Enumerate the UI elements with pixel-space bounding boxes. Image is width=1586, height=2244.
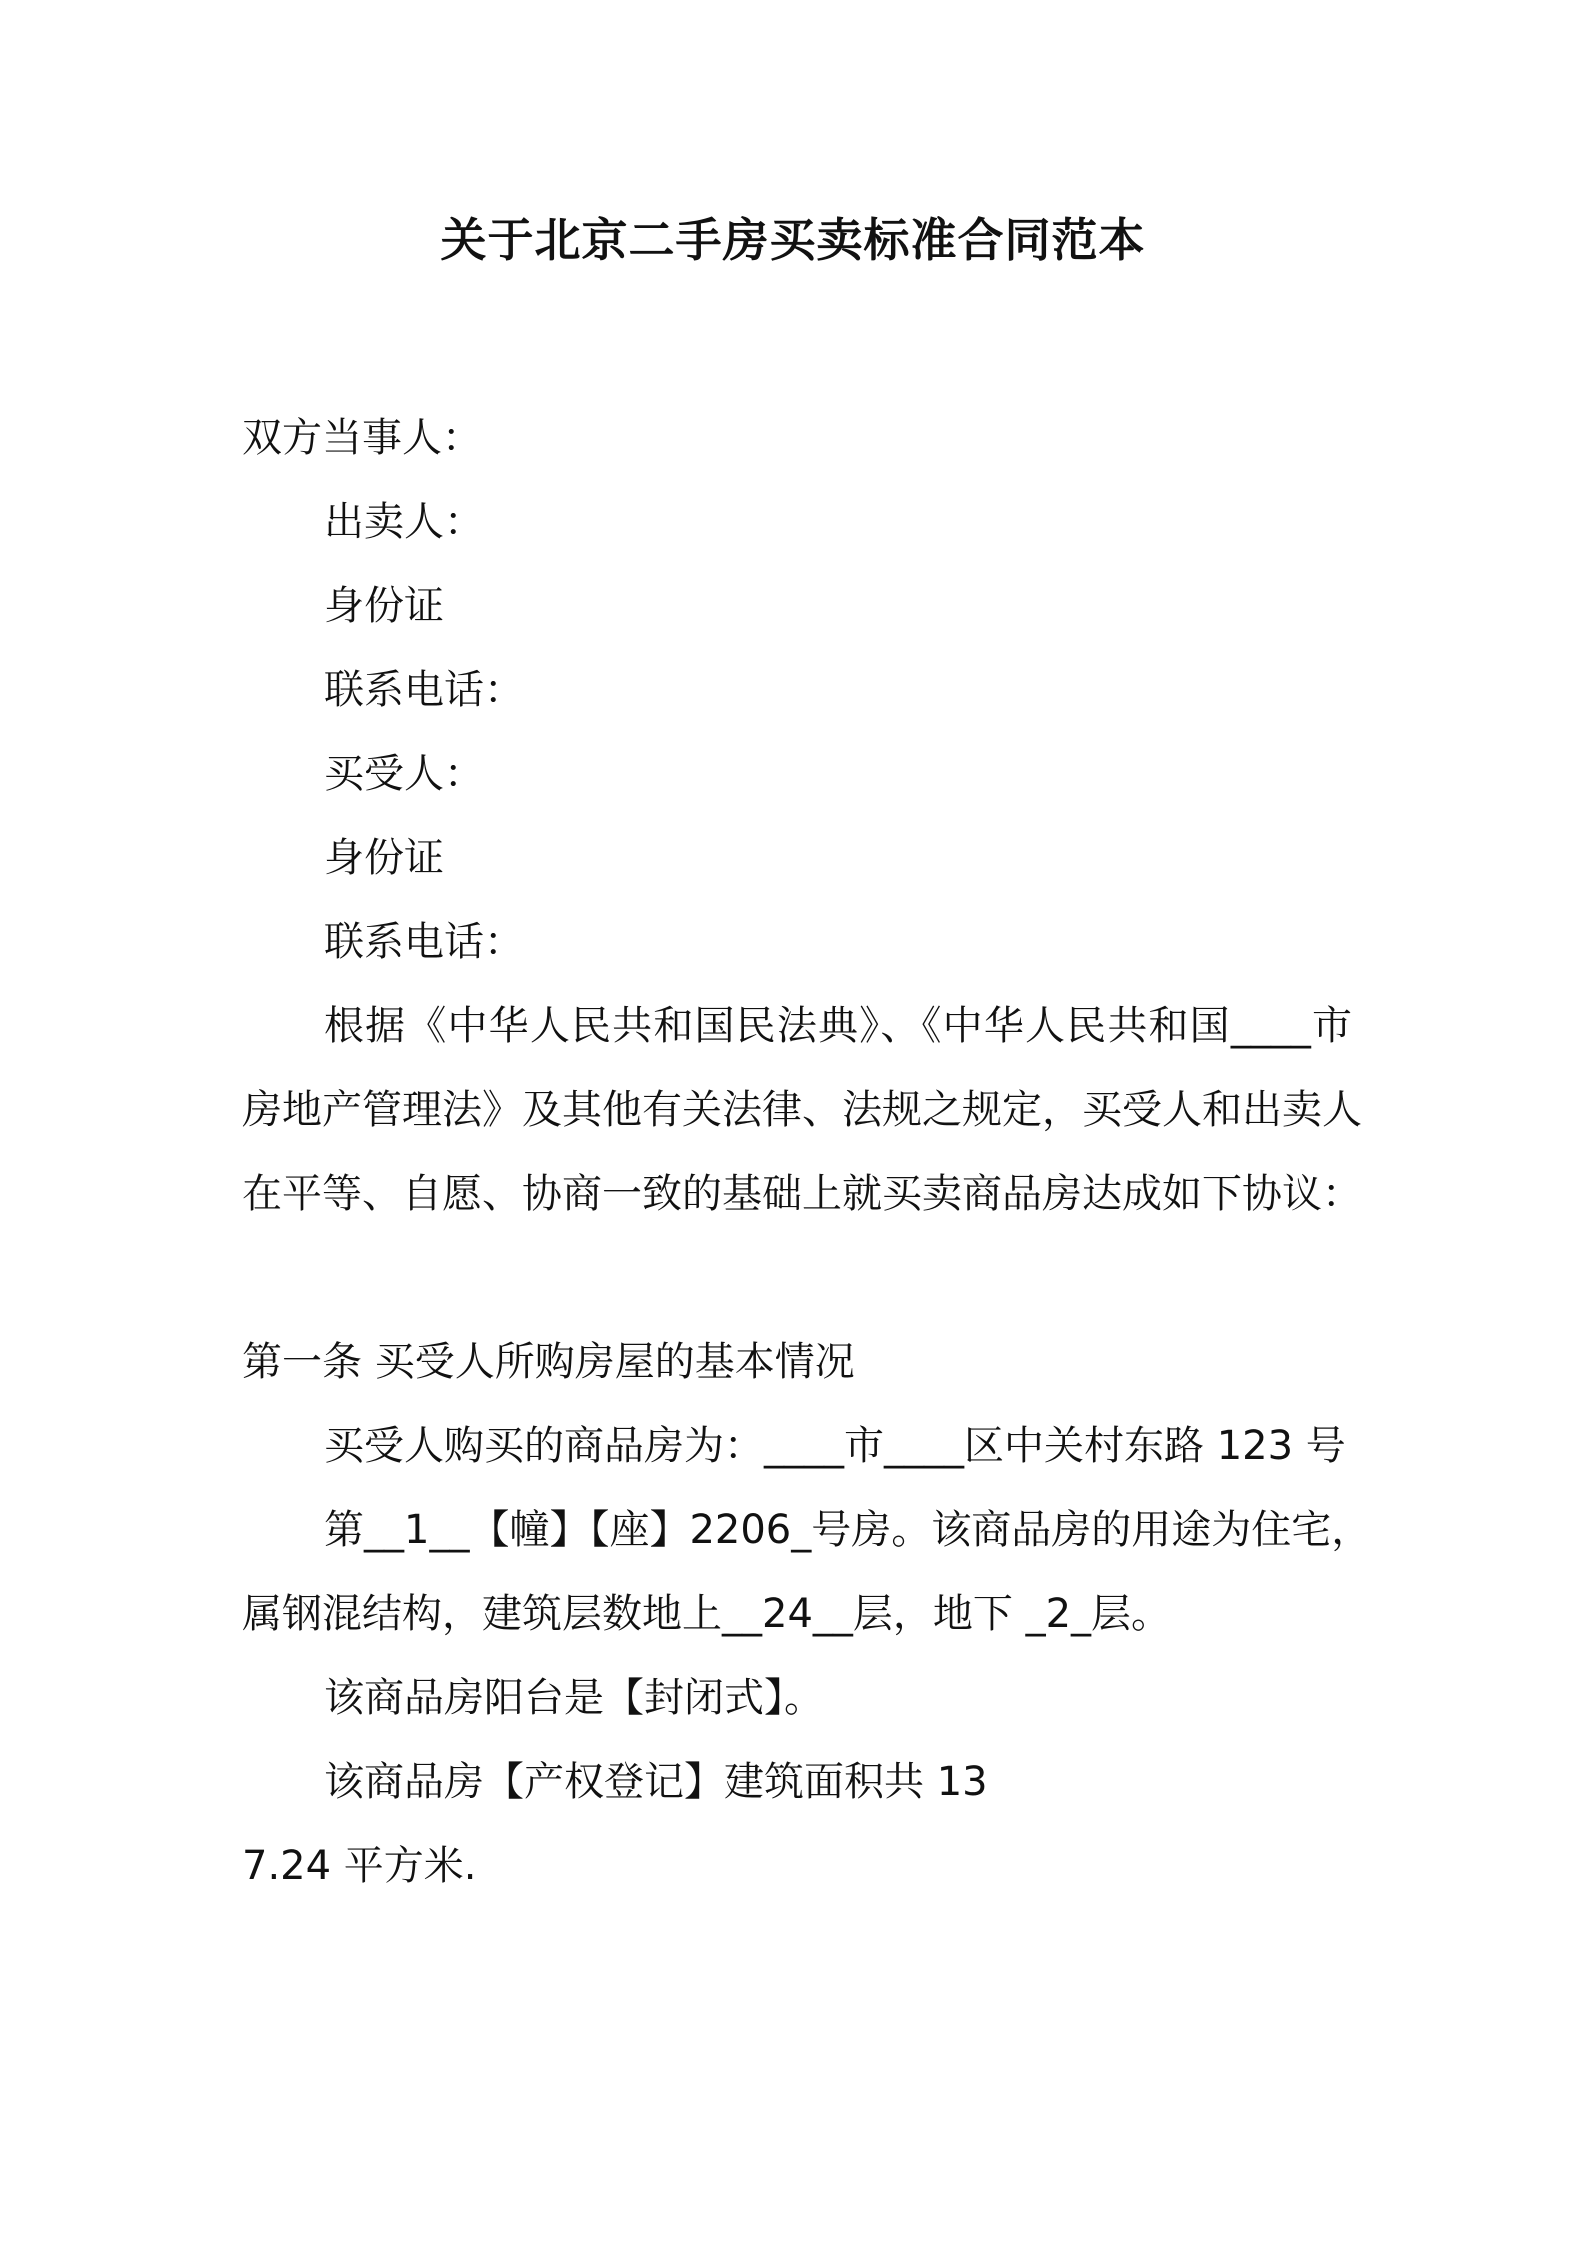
article-1-line-3: 属钢混结构，建筑层数地上__24__层，地下 _2_层。 <box>242 1591 1172 1637</box>
buyer-label: 买受人： <box>324 751 484 797</box>
preamble-line-1: 根据《中华人民共和国民法典》、《中华人民共和国____市 <box>324 1003 1352 1049</box>
article-1-line-6: 7.24 平方米. <box>242 1843 477 1889</box>
article-1-line-4: 该商品房阳台是【封闭式】。 <box>324 1675 824 1721</box>
seller-phone-label: 联系电话： <box>324 667 524 713</box>
buyer-id-label: 身份证 <box>324 835 444 881</box>
article-1-heading: 第一条 买受人所购房屋的基本情况 <box>242 1339 855 1385</box>
parties-heading: 双方当事人： <box>242 415 482 461</box>
preamble-line-3: 在平等、自愿、协商一致的基础上就买卖商品房达成如下协议： <box>242 1171 1362 1217</box>
article-1-line-5: 该商品房【产权登记】建筑面积共 13 <box>324 1759 988 1805</box>
seller-id-label: 身份证 <box>324 583 444 629</box>
buyer-phone-label: 联系电话： <box>324 919 524 965</box>
article-1-line-1: 买受人购买的商品房为：____市____区中关村东路 123 号 <box>324 1423 1346 1469</box>
seller-label: 出卖人： <box>324 499 484 545</box>
article-1-line-2: 第__1__【幢】【座】2206_号房。该商品房的用途为住宅， <box>324 1507 1372 1553</box>
document-title: 关于北京二手房买卖标准合同范本 <box>440 213 1146 267</box>
preamble-line-2: 房地产管理法》及其他有关法律、法规之规定，买受人和出卖人 <box>242 1087 1362 1133</box>
